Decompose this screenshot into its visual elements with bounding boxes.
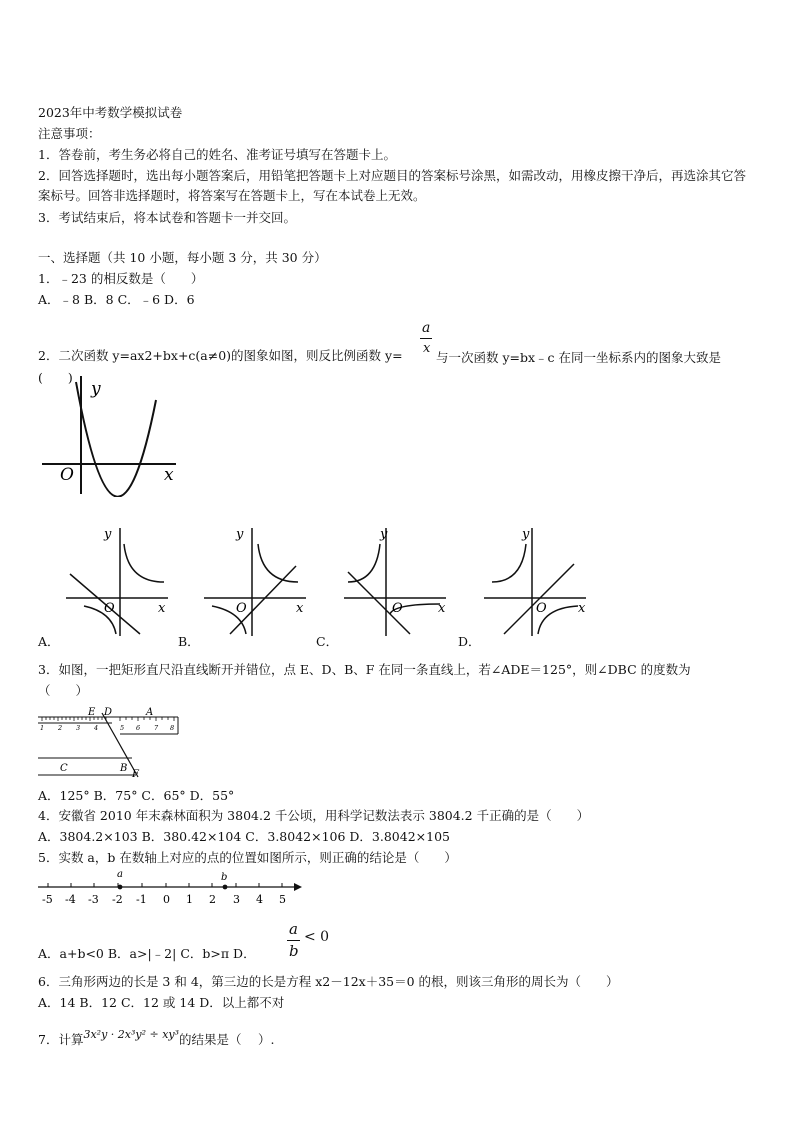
- q3-options: A．125° B．75° C．65° D．55°: [38, 788, 235, 803]
- option-c-label: C．: [316, 634, 339, 649]
- svg-text:y: y: [380, 527, 388, 542]
- svg-text:2: 2: [58, 724, 63, 732]
- option-d-label: D．: [458, 634, 481, 649]
- svg-text:O: O: [236, 601, 247, 616]
- notice-item-3: 3．考试结束后，将本试卷和答题卡一并交回。: [38, 210, 296, 225]
- svg-text:D: D: [104, 707, 113, 718]
- parabola-curve: [76, 382, 156, 497]
- q2-frac-bar: [420, 338, 432, 339]
- ruler-figure: [36, 703, 186, 783]
- svg-text:-2: -2: [112, 893, 123, 906]
- q5-stem: 5．实数 a，b 在数轴上对应的点的位置如图所示，则正确的结论是（ ）: [38, 850, 457, 865]
- option-a-graph: [62, 522, 174, 640]
- q2-stem: [38, 348, 403, 364]
- svg-text:E: E: [88, 707, 96, 718]
- q3-stem-b: （ ）: [38, 683, 89, 698]
- svg-text:y: y: [104, 527, 112, 542]
- q7-line: [38, 1028, 275, 1049]
- notice-title: 注意事项：: [38, 126, 101, 141]
- q2-frac-num: a: [422, 320, 431, 336]
- q1-options: A．﹣8 B．8 C．﹣6 D．6: [38, 292, 195, 307]
- svg-text:-5: -5: [42, 893, 53, 906]
- q5-d-den: b: [289, 942, 299, 960]
- q6-options: A．14 B．12 C．12 或 14 D．以上都不对: [38, 995, 285, 1010]
- svg-text:C: C: [60, 763, 68, 774]
- option-b-label: B．: [178, 634, 200, 649]
- svg-text:b: b: [221, 872, 228, 883]
- svg-text:4: 4: [256, 893, 263, 906]
- q5-d-rel: < 0: [304, 929, 330, 945]
- option-b-graph: [200, 522, 312, 640]
- q1-stem: 1．﹣23 的相反数是（ ）: [38, 271, 204, 286]
- svg-text:O: O: [104, 601, 115, 616]
- svg-text:-1: -1: [136, 893, 147, 906]
- svg-text:1: 1: [186, 893, 193, 906]
- svg-text:0: 0: [163, 893, 170, 906]
- svg-text:B: B: [120, 763, 128, 774]
- point-b: [223, 885, 228, 890]
- svg-text:y: y: [522, 527, 530, 542]
- svg-text:x: x: [296, 601, 304, 616]
- q2-stem-c: ( ): [38, 370, 73, 385]
- svg-text:y: y: [236, 527, 244, 542]
- svg-text:O: O: [536, 601, 547, 616]
- svg-text:F: F: [132, 769, 139, 780]
- svg-text:O: O: [392, 601, 403, 616]
- q2-stem-b: 与一次函数 y=bx﹣c 在同一坐标系内的图象大致是: [436, 350, 722, 365]
- notice-item-2: 2．回答选择题时，选出每小题答案后，用铅笔把答题卡上对应题目的答案标号涂黑，如需改动，用橡皮擦干净后，再选涂其它答案标号。回答非选择题时，将答案写在答题卡上，写在本试卷上无效。: [38, 168, 746, 203]
- point-a: [118, 885, 123, 890]
- svg-text:-3: -3: [88, 893, 99, 906]
- svg-text:2: 2: [209, 893, 216, 906]
- parabola-y-label: y: [91, 379, 101, 399]
- notice-item-1: 1．答卷前，考生务必将自己的姓名、准考证号填写在答题卡上。: [38, 147, 396, 162]
- svg-text:5: 5: [279, 893, 286, 906]
- q2-frac-den: x: [423, 341, 431, 356]
- section-heading: 一、选择题（共 10 小题，每小题 3 分，共 30 分）: [38, 250, 327, 265]
- q3-stem-a: 3．如图，一把矩形直尺沿直线断开并错位，点 E、D、B、F 在同一条直线上，若∠ADE＝125°，则∠DBC 的度数为: [38, 662, 691, 677]
- exam-title: 2023年中考数学模拟试卷: [38, 105, 183, 120]
- parabola-origin-label: O: [60, 465, 74, 485]
- option-c-graph: [340, 522, 452, 640]
- q4-options: A．3804.2×103 B．380.42×104 C．3.8042×106 D．3.8042×105: [38, 829, 450, 844]
- svg-text:8: 8: [170, 724, 175, 732]
- q7-suffix: 的结果是（ ）.: [179, 1032, 275, 1047]
- parabola-x-label: x: [164, 465, 174, 485]
- svg-text:x: x: [438, 601, 446, 616]
- option-a-label: A．: [38, 634, 60, 649]
- svg-text:3: 3: [233, 893, 240, 906]
- parabola-graph: [36, 372, 186, 497]
- svg-text:7: 7: [154, 724, 159, 732]
- q5-d-bar: [287, 940, 300, 941]
- svg-text:x: x: [578, 601, 586, 616]
- q2-stem-a: 2．二次函数 y=ax2+bx+c(a≠0)的图象如图，则反比例函数 y=: [38, 348, 403, 363]
- q5-options: A．a+b<0 B．a>|﹣2| C．b>π D．: [38, 946, 256, 961]
- q7-prefix: 7．计算: [38, 1032, 84, 1047]
- svg-text:1: 1: [40, 724, 45, 732]
- svg-text:6: 6: [136, 724, 141, 732]
- svg-text:A: A: [146, 707, 154, 718]
- svg-text:x: x: [158, 601, 166, 616]
- q4-stem: 4．安徽省 2010 年末森林面积为 3804.2 千公顷，用科学记数法表示 3804.2 千正确的是（ ）: [38, 808, 590, 823]
- q7-expression: 3x²y · 2x³y² ÷ xy³: [83, 1028, 180, 1041]
- svg-text:-4: -4: [65, 893, 76, 906]
- svg-text:a: a: [117, 869, 123, 880]
- svg-text:4: 4: [94, 724, 99, 732]
- svg-text:3: 3: [76, 724, 81, 732]
- option-d-graph: [480, 522, 592, 640]
- svg-text:5: 5: [120, 724, 125, 732]
- number-line: [36, 866, 306, 908]
- q5-d-num: a: [289, 920, 298, 938]
- q6-stem: 6．三角形两边的长是 3 和 4，第三边的长是方程 x2－12x＋35＝0 的根，则该三角形的周长为（ ）: [38, 974, 619, 989]
